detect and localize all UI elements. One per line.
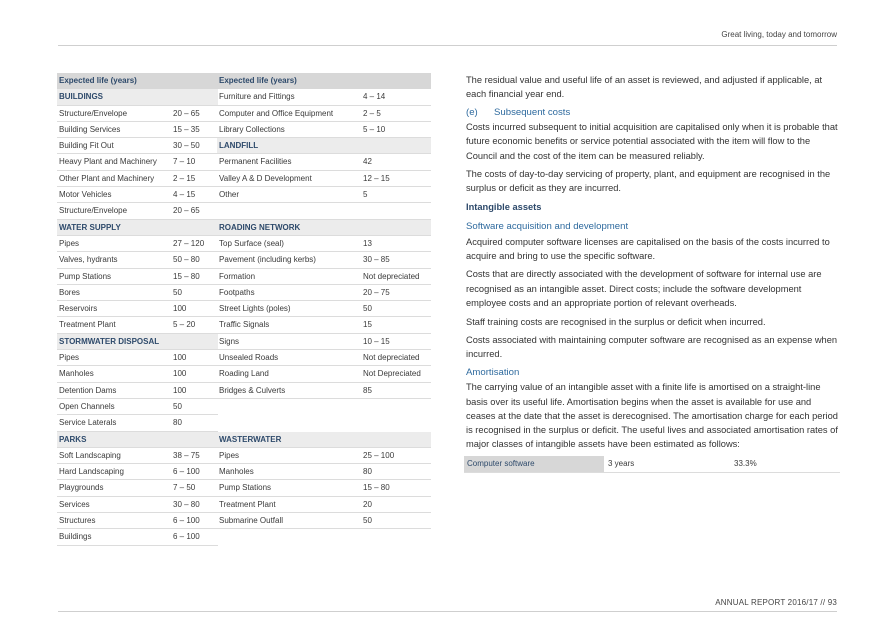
table-row [217, 89, 431, 105]
table-row [217, 383, 431, 399]
asset-label: Manholes [219, 467, 254, 477]
table-row [57, 171, 218, 187]
table-row [57, 497, 218, 513]
expected-life-value: 15 – 80 [363, 483, 390, 493]
table-row [217, 252, 431, 268]
asset-label: Street Lights (poles) [219, 304, 291, 314]
table-section-heading [217, 138, 431, 154]
asset-label: Signs [219, 336, 240, 346]
expected-life-value: 2 – 5 [363, 108, 381, 118]
maintaining-paragraph: Costs associated with maintaining computer software are recognised as an expense when incurred. [466, 335, 838, 360]
table-row [217, 317, 431, 333]
expected-life-value: 100 [173, 369, 187, 379]
expected-life-value: 85 [363, 385, 372, 395]
table-row [217, 236, 431, 252]
table-heading-label: Expected life (years) [219, 76, 297, 85]
expected-life-value: 30 – 85 [363, 255, 390, 265]
expected-life-value: 80 [173, 418, 182, 428]
expected-life-value: 100 [173, 385, 187, 395]
asset-label: Structure/Envelope [59, 108, 128, 118]
table-row [57, 122, 218, 138]
table-row [57, 399, 218, 415]
intangible-assets-heading: Intangible assets [466, 202, 542, 213]
asset-label: Formation [219, 271, 256, 281]
expected-life-value: 50 [363, 304, 372, 314]
expected-life-value: 7 – 10 [173, 157, 196, 167]
expected-life-value: Not depreciated [363, 353, 420, 363]
asset-label: Hard Landscaping [59, 467, 124, 477]
day-to-day-paragraph: The costs of day-to-day servicing of property, plant, and equipment are recognised in the surplus or deficit as they are incurred. [466, 169, 831, 194]
software-paragraph-2: Costs that are directly associated with the development of software for internal use are recognised as an intangible asset. Direct costs; include the software development employee costs and an appropriate portion of relevant overheads. [466, 269, 822, 308]
table-row [57, 252, 218, 268]
section-label: WASTERWATER [219, 434, 282, 444]
asset-label: Roading Land [219, 369, 269, 379]
subsequent-costs-title: Subsequent costs [494, 106, 571, 118]
asset-label: Building Services [59, 124, 121, 134]
subsequent-costs-paragraph: Costs incurred subsequent to initial acquisition are capitalised only when it is probable that future economic benefits or service potential associated with the item will flow to the Council and the cost of the item can be measured reliably. [466, 122, 838, 161]
table-row [217, 334, 431, 350]
accounting-policies-text [466, 73, 838, 456]
asset-label: Top Surface (seal) [219, 238, 284, 248]
software-class-name: Computer software [464, 456, 604, 472]
table-row [217, 106, 431, 122]
footer-divider [58, 611, 837, 612]
asset-label: Motor Vehicles [59, 190, 112, 200]
table-section-heading [57, 89, 218, 105]
expected-life-value: 20 – 75 [363, 287, 390, 297]
expected-life-value: 50 – 80 [173, 255, 200, 265]
table-row [57, 464, 218, 480]
table-row [57, 448, 218, 464]
expected-life-value: 15 – 80 [173, 271, 200, 281]
expected-life-value: Not depreciated [363, 271, 420, 281]
asset-label: Valves, hydrants [59, 255, 118, 265]
asset-label: Playgrounds [59, 483, 104, 493]
asset-label: Bridges & Culverts [219, 385, 286, 395]
table-row [217, 203, 431, 219]
asset-label: Heavy Plant and Machinery [59, 157, 157, 167]
table-row [57, 529, 218, 545]
table-row [57, 269, 218, 285]
table-row [217, 154, 431, 170]
table-heading [217, 73, 431, 89]
header-divider [58, 45, 837, 46]
asset-label: Submarine Outfall [219, 516, 284, 526]
asset-label: Reservoirs [59, 304, 98, 314]
software-useful-life: 3 years [608, 459, 635, 468]
page-header-tagline: Great living, today and tomorrow [721, 30, 837, 39]
asset-label: Treatment Plant [59, 320, 116, 330]
table-row [217, 171, 431, 187]
asset-label: Bores [59, 287, 80, 297]
table-row [57, 106, 218, 122]
asset-label: Detention Dams [59, 385, 117, 395]
table-section-heading [57, 334, 218, 350]
software-paragraph-1: Acquired computer software licenses are capitalised on the basis of the costs incurred to acquire and bring to use the specific software. [466, 236, 830, 261]
table-row [57, 513, 218, 529]
expected-life-value: 100 [173, 304, 187, 314]
asset-label: Pavement (including kerbs) [219, 255, 316, 265]
subsequent-costs-number: (e) [466, 106, 478, 118]
expected-life-value: 50 [363, 516, 372, 526]
asset-label: Unsealed Roads [219, 353, 279, 363]
asset-label: Furniture and Fittings [219, 92, 295, 102]
table-row [57, 415, 218, 431]
table-row [57, 366, 218, 382]
expected-life-value: 15 [363, 320, 372, 330]
expected-life-value: 42 [363, 157, 372, 167]
asset-label: Buildings [59, 532, 92, 542]
asset-label: Pipes [219, 450, 240, 460]
table-row [217, 187, 431, 203]
expected-life-value: 20 [363, 499, 372, 509]
expected-life-value: 6 – 100 [173, 532, 200, 542]
table-row [217, 497, 431, 513]
asset-label: Permanent Facilities [219, 157, 292, 167]
expected-life-value: 80 [363, 467, 372, 477]
expected-life-value: 100 [173, 353, 187, 363]
asset-label: Valley A & D Development [219, 173, 312, 183]
table-row [217, 513, 431, 529]
section-label: WATER SUPPLY [59, 222, 121, 232]
section-label: BUILDINGS [59, 92, 103, 102]
expected-life-value: 50 [173, 401, 182, 411]
asset-label: Other [219, 190, 240, 200]
table-section-heading [57, 220, 218, 236]
expected-life-value: 4 – 15 [173, 190, 196, 200]
expected-life-value: 30 – 80 [173, 499, 200, 509]
amortisation-heading: Amortisation [466, 367, 520, 379]
table-row [57, 236, 218, 252]
asset-label: Service Laterals [59, 418, 117, 428]
table-heading-label: Expected life (years) [59, 76, 137, 85]
expected-life-value: 50 [173, 287, 182, 297]
asset-label: Pump Stations [219, 483, 272, 493]
table-heading [57, 73, 218, 89]
table-row [57, 138, 218, 154]
expected-life-value: 2 – 15 [173, 173, 196, 183]
expected-life-value: 15 – 35 [173, 124, 200, 134]
table-row [217, 480, 431, 496]
expected-life-value: 7 – 50 [173, 483, 196, 493]
table-row [57, 383, 218, 399]
table-row [217, 122, 431, 138]
asset-label: Services [59, 499, 90, 509]
table-row [217, 301, 431, 317]
training-paragraph: Staff training costs are recognised in the surplus or deficit when incurred. [466, 316, 766, 327]
expected-life-value: 20 – 65 [173, 206, 200, 216]
expected-life-value: 12 – 15 [363, 173, 390, 183]
amortisation-paragraph: The carrying value of an intangible asset with a finite life is amortised on a straight-line basis over its useful life. Amortisation begins when the asset is available for use and ceases at the date that the asset is derecognised. The amortisation charge for each period is recognised in the surplus or deficit. The useful lives and associated amortisation rates of major classes of intangible assets have been estimated as follows: [466, 382, 838, 450]
section-label: LANDFILL [219, 141, 259, 151]
asset-label: Footpaths [219, 287, 255, 297]
expected-life-value: 38 – 75 [173, 450, 200, 460]
asset-label: Open Channels [59, 401, 115, 411]
section-label: ROADING NETWORK [219, 222, 301, 232]
expected-life-table-middle [217, 73, 431, 529]
table-row [57, 187, 218, 203]
asset-label: Pipes [59, 353, 80, 363]
expected-life-value: 13 [363, 238, 372, 248]
table-row [217, 269, 431, 285]
table-row [217, 285, 431, 301]
expected-life-value: 5 [363, 190, 368, 200]
software-heading: Software acquisition and development [466, 221, 629, 233]
asset-label: Structure/Envelope [59, 206, 128, 216]
table-row [217, 366, 431, 382]
asset-label: Pipes [59, 238, 80, 248]
asset-label: Soft Landscaping [59, 450, 121, 460]
expected-life-value: 30 – 50 [173, 141, 200, 151]
table-row [217, 464, 431, 480]
asset-label: Manholes [59, 369, 94, 379]
section-label: PARKS [59, 434, 87, 444]
expected-life-value: 20 – 65 [173, 108, 200, 118]
asset-label: Other Plant and Machinery [59, 173, 155, 183]
table-row [57, 317, 218, 333]
table-row [57, 301, 218, 317]
software-amortisation-rate: 33.3% [734, 459, 757, 468]
asset-label: Treatment Plant [219, 499, 276, 509]
table-row [217, 350, 431, 366]
expected-life-value: 4 – 14 [363, 92, 386, 102]
intangible-assets-table [464, 456, 840, 473]
page-footer-report: ANNUAL REPORT 2016/17 // 93 [715, 598, 837, 607]
expected-life-value: 27 – 120 [173, 238, 205, 248]
table-section-heading [217, 220, 431, 236]
asset-label: Computer and Office Equipment [219, 108, 334, 118]
table-spacer [217, 399, 431, 415]
expected-life-value: 25 – 100 [363, 450, 395, 460]
asset-label: Structures [59, 516, 96, 526]
table-row [217, 448, 431, 464]
table-row [57, 285, 218, 301]
subsequent-costs-heading [466, 106, 838, 120]
table-section-heading [57, 432, 218, 448]
table-row [57, 203, 218, 219]
expected-life-value: 10 – 15 [363, 336, 390, 346]
expected-life-value: 5 – 20 [173, 320, 196, 330]
residual-value-paragraph: The residual value and useful life of an asset is reviewed, and adjusted if applicable, at each financial year end. [466, 75, 823, 100]
expected-life-table-left [57, 73, 218, 546]
table-section-heading [217, 432, 431, 448]
asset-label: Building Fit Out [59, 141, 114, 151]
expected-life-value: 6 – 100 [173, 516, 200, 526]
expected-life-value: 6 – 100 [173, 467, 200, 477]
table-row [57, 350, 218, 366]
table-spacer [217, 415, 431, 431]
table-row [57, 480, 218, 496]
expected-life-value: 5 – 10 [363, 124, 386, 134]
section-label: STORMWATER DISPOSAL [59, 336, 160, 346]
asset-label: Pump Stations [59, 271, 112, 281]
expected-life-value: Not Depreciated [363, 369, 421, 379]
table-row [57, 154, 218, 170]
asset-label: Library Collections [219, 124, 285, 134]
asset-label: Traffic Signals [219, 320, 270, 330]
